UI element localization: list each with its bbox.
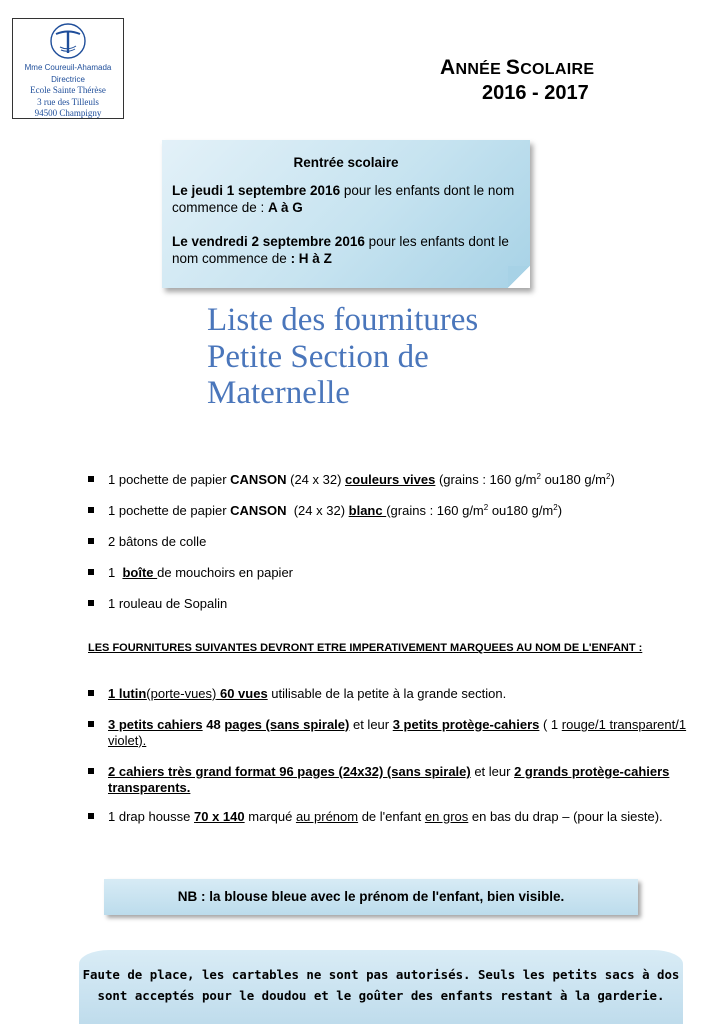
page-curl (508, 266, 530, 288)
rentree-title: Rentrée scolaire (293, 155, 399, 170)
marked-items-heading: LES FOURNITURES SUIVANTES DEVRONT ETRE IMPERATIVEMENT MARQUEES AU NOM DE L'ENFANT : (88, 642, 643, 654)
bullet-square-icon (88, 721, 94, 727)
school-logo-icon (49, 22, 87, 60)
bottom-banner: Faute de place, les cartables ne sont pas autorisés. Seuls les petits sacs à dos sont acceptés pour le doudou et le goûter des enfants restant à la garderie. (79, 950, 683, 1024)
rentree-note (162, 140, 530, 288)
school-city: 94500 Champigny (34, 108, 102, 118)
bullet-square-icon (88, 690, 94, 696)
school-year-block (440, 56, 640, 105)
bullet-square-icon (88, 507, 94, 513)
school-street: 3 rue des Tilleuls (37, 96, 99, 107)
nb-note: NB : la blouse bleue avec le prénom de l'enfant, bien visible. (104, 879, 638, 915)
bullet-square-icon (88, 768, 94, 774)
bullet-square-icon (88, 600, 94, 606)
school-info-box (12, 18, 124, 119)
school-address (13, 62, 123, 120)
bullet-square-icon (88, 813, 94, 819)
school-year-title: ANNÉE SCOLAIRE (440, 56, 595, 79)
rentree-vendredi: Le vendredi 2 septembre 2016 pour les enfants dont le nom commence de : H à Z (172, 234, 509, 266)
school-director-role: Directrice (51, 74, 85, 84)
page-title: Liste des fournitures Petite Section de Maternelle (207, 302, 479, 411)
bullet-square-icon (88, 476, 94, 482)
school-year-value: 2016 - 2017 (482, 82, 589, 104)
bullet-square-icon (88, 569, 94, 575)
bullet-square-icon (88, 538, 94, 544)
rentree-jeudi: Le jeudi 1 septembre 2016 pour les enfants dont le nom commence de : A à G (172, 183, 515, 215)
school-name: Ecole Sainte Thérèse (30, 85, 106, 95)
school-director-name: Mme Coureuil-Ahamada (24, 63, 112, 72)
